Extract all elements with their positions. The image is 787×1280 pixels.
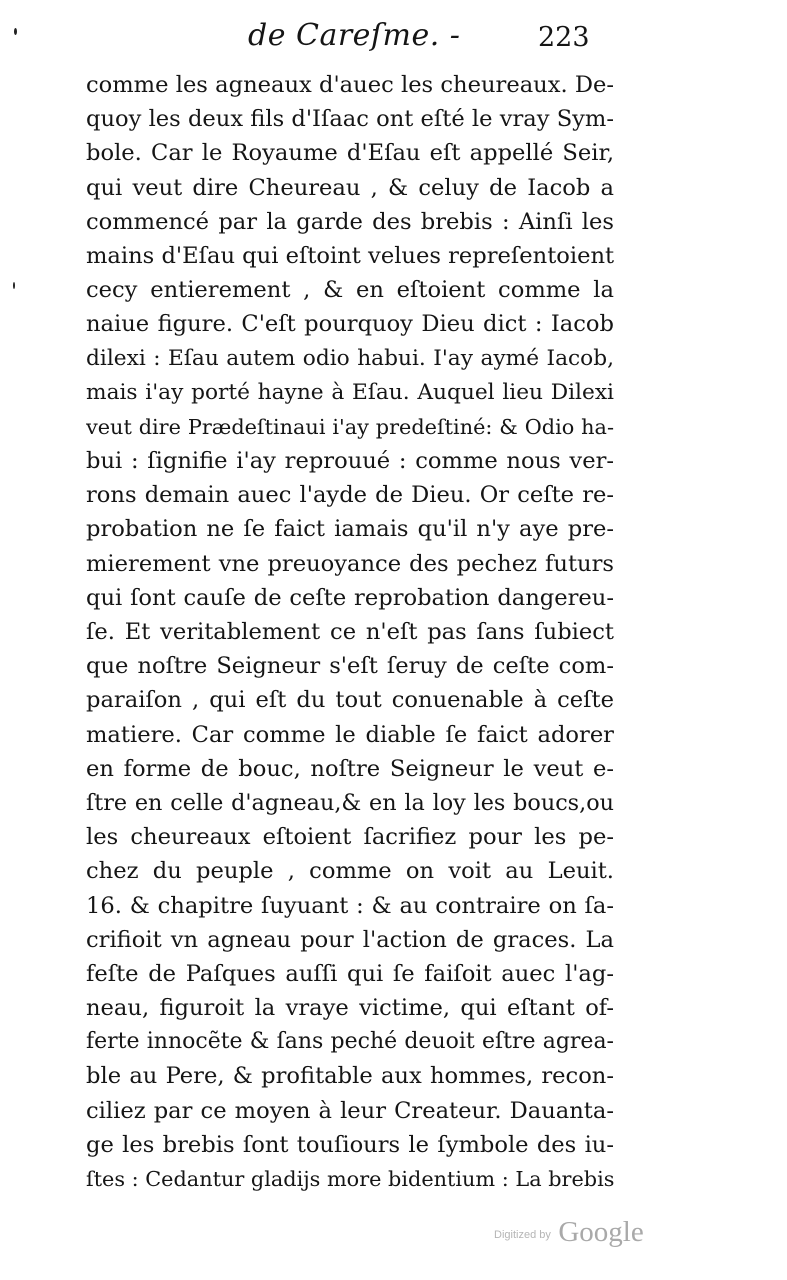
- watermark-prefix: Digitized by: [494, 1229, 551, 1241]
- text-line: qui ſont cauſe de ceſte reprobation dangereu-: [86, 584, 614, 611]
- page-number: 223: [538, 22, 590, 53]
- text-line: que noſtre Seigneur s'eſt ſeruy de ceſte com-: [86, 653, 614, 680]
- text-line: mains d'Eſau qui eſtoint velues repreſentoient: [86, 242, 614, 269]
- text-line: ſtes : Cedantur gladijs more bidentium : La brebis: [86, 1167, 614, 1191]
- digitized-watermark: [494, 1216, 644, 1249]
- scan-speck: [13, 282, 15, 289]
- text-line: dilexi : Eſau autem odio habui. I'ay aymé Iacob,: [86, 345, 614, 371]
- text-line: probation ne ſe faict iamais qu'il n'y aye pre-: [86, 516, 614, 543]
- text-line: cecy entierement , & en eſtoient comme la: [86, 277, 614, 304]
- text-line: feſte de Paſques auſſi qui ſe faiſoit auec l'ag-: [86, 960, 614, 987]
- text-line: chez du peuple , comme on voit au Leuit.: [86, 858, 614, 885]
- text-line: bole. Car le Royaume d'Eſau eſt appellé Seir,: [86, 140, 614, 167]
- text-line: matiere. Car comme le diable ſe faict adorer: [86, 721, 614, 748]
- text-line: crifioit vn agneau pour l'action de graces. La: [86, 926, 614, 953]
- text-line: qui veut dire Cheureau , & celuy de Iacob a: [86, 174, 614, 201]
- text-line: ſtre en celle d'agneau,& en la loy les boucs,ou: [86, 789, 614, 816]
- scan-speck: [14, 28, 17, 35]
- text-line: quoy les deux fils d'Iſaac ont eſté le vray Sym-: [86, 106, 614, 133]
- text-line: comme les agneaux d'auec les cheureaux. De-: [86, 72, 614, 98]
- watermark-brand: Google: [558, 1216, 644, 1248]
- text-line: ſe. Et veritablement ce n'eſt pas ſans ſubiect: [86, 619, 614, 645]
- text-line: veut dire Prædeſtinaui i'ay predeſtiné: & Odio ha-: [86, 414, 614, 439]
- text-line: commencé par la garde des brebis : Ainſi les: [86, 208, 614, 235]
- text-line: mais i'ay porté hayne à Eſau. Auquel lieu Dilexi: [86, 379, 614, 405]
- text-line: rons demain auec l'ayde de Dieu. Or ceſte re-: [86, 482, 614, 509]
- text-line: neau, figuroit la vraye victime, qui eſtant of-: [86, 995, 614, 1022]
- text-line: 16. & chapitre ſuyuant : & au contraire on ſa-: [86, 892, 614, 919]
- text-line: bui : ſignifie i'ay reprouué : comme nous ver-: [86, 448, 614, 475]
- text-line: ferte innocẽte & ſans peché deuoit eſtre agrea-: [86, 1029, 614, 1055]
- running-title: de Careſme. -: [248, 18, 461, 53]
- text-line: naiue figure. C'eſt pourquoy Dieu dict : Iacob: [86, 311, 614, 338]
- text-line: ciliez par ce moyen à leur Createur. Dauanta-: [86, 1097, 614, 1124]
- text-line: paraiſon , qui eſt du tout conuenable à ceſte: [86, 687, 614, 714]
- text-line: mierement vne preuoyance des pechez futurs: [86, 550, 614, 577]
- text-line: ge les brebis ſont touſiours le ſymbole des iu-: [86, 1131, 614, 1158]
- body-text: [86, 68, 614, 1196]
- text-line: les cheureaux eſtoient ſacrifiez pour les pe-: [86, 824, 614, 851]
- text-line: en forme de bouc, noſtre Seigneur le veut e-: [86, 755, 614, 782]
- text-line: ble au Pere, & profitable aux hommes, recon-: [86, 1063, 614, 1090]
